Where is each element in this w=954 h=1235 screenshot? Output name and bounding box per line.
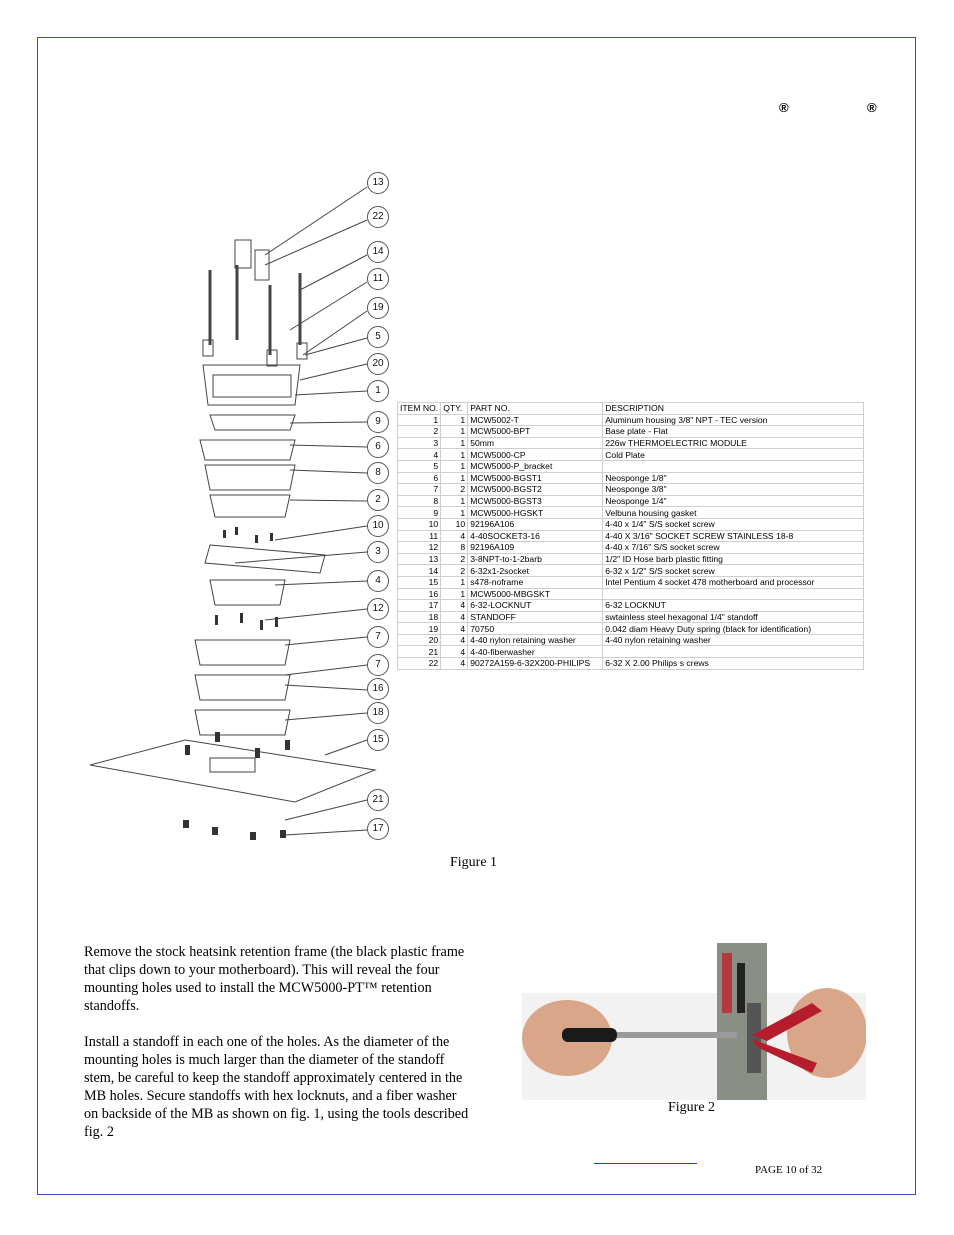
table-cell: Neosponge 3/8": [603, 484, 864, 496]
table-cell: 10: [441, 518, 468, 530]
table-cell: 92196A106: [468, 518, 603, 530]
table-cell: 4: [441, 646, 468, 658]
callout-12: 12: [367, 598, 389, 620]
table-cell: 92196A109: [468, 542, 603, 554]
table-cell: MCW5000-BPT: [468, 426, 603, 438]
table-cell: 13: [398, 553, 441, 565]
table-cell: 9: [398, 507, 441, 519]
table-cell: 1: [398, 414, 441, 426]
table-row: [398, 495, 864, 507]
table-row: [398, 472, 864, 484]
table-cell: 6-32 x 1/2" S/S socket screw: [603, 565, 864, 577]
table-cell: 4-40 nylon retaining washer: [468, 634, 603, 646]
column-header: PART NO.: [468, 403, 603, 415]
table-row: [398, 484, 864, 496]
table-row: [398, 658, 864, 670]
table-row: [398, 623, 864, 635]
hyperlink-underline[interactable]: [594, 1162, 697, 1164]
table-cell: 4-40-fiberwasher: [468, 646, 603, 658]
table-cell: 21: [398, 646, 441, 658]
table-cell: Intel Pentium 4 socket 478 motherboard and processor: [603, 576, 864, 588]
page-number: PAGE 10 of 32: [755, 1164, 823, 1176]
table-row: [398, 634, 864, 646]
callout-1: 1: [367, 380, 389, 402]
table-cell: 6-32-LOCKNUT: [468, 600, 603, 612]
table-cell: 1: [441, 460, 468, 472]
table-cell: MCW5000-MBGSKT: [468, 588, 603, 600]
table-cell: 4: [441, 600, 468, 612]
callout-14: 14: [367, 241, 389, 263]
table-cell: 4-40 x 7/16" S/S socket screw: [603, 542, 864, 554]
table-cell: Cold Plate: [603, 449, 864, 461]
table-cell: MCW5000-CP: [468, 449, 603, 461]
callout-9: 9: [367, 411, 389, 433]
column-header: ITEM NO.: [398, 403, 441, 415]
table-cell: 3: [398, 437, 441, 449]
callout-19: 19: [367, 297, 389, 319]
table-row: [398, 553, 864, 565]
table-cell: 6-32 X 2.00 Philips s crews: [603, 658, 864, 670]
table-cell: 4-40 X 3/16" SOCKET SCREW STAINLESS 18-8: [603, 530, 864, 542]
callout-15: 15: [367, 729, 389, 751]
table-cell: 16: [398, 588, 441, 600]
table-row: [398, 437, 864, 449]
instruction-paragraph-2: Install a standoff in each one of the holes. As the diameter of the mounting holes is much larger than the diameter of the standoff stem, be careful to keep the standoff approximately centered in the MB holes. Secure standoffs with hex locknuts, and a fiber washer on backside of the MB as shown on fig. 1, using the tools described fig. 2: [84, 1034, 469, 1140]
table-row: [398, 600, 864, 612]
callout-11: 11: [367, 268, 389, 290]
table-cell: 18: [398, 611, 441, 623]
callout-20: 20: [367, 353, 389, 375]
table-cell: 19: [398, 623, 441, 635]
callout-5: 5: [367, 326, 389, 348]
table-cell: Base plate - Flat: [603, 426, 864, 438]
table-cell: MCW5000-BGST3: [468, 495, 603, 507]
table-cell: MCW5002-T: [468, 414, 603, 426]
table-cell: 1: [441, 437, 468, 449]
callout-16: 16: [367, 678, 389, 700]
table-row: [398, 518, 864, 530]
column-header: QTY.: [441, 403, 468, 415]
callout-2: 2: [367, 489, 389, 511]
table-cell: 8: [441, 542, 468, 554]
table-cell: Velbuna housing gasket: [603, 507, 864, 519]
callout-7: 7: [367, 654, 389, 676]
parts-list-table: [397, 402, 864, 670]
table-cell: Aluminum housing 3/8" NPT - TEC version: [603, 414, 864, 426]
table-cell: 17: [398, 600, 441, 612]
callout-21: 21: [367, 789, 389, 811]
table-cell: 4: [441, 658, 468, 670]
callout-22: 22: [367, 206, 389, 228]
table-cell: 3-8NPT-to-1-2barb: [468, 553, 603, 565]
table-cell: 1: [441, 507, 468, 519]
table-cell: MCW5000-HGSKT: [468, 507, 603, 519]
table-cell: 1: [441, 576, 468, 588]
callout-7: 7: [367, 626, 389, 648]
table-cell: 15: [398, 576, 441, 588]
table-row: [398, 646, 864, 658]
table-cell: 90272A159-6-32X200-PHILIPS: [468, 658, 603, 670]
table-cell: 2: [441, 565, 468, 577]
table-cell: 6: [398, 472, 441, 484]
registered-mark: ®: [779, 100, 789, 115]
table-cell: 4: [398, 449, 441, 461]
callout-17: 17: [367, 818, 389, 840]
table-cell: 1: [441, 414, 468, 426]
table-cell: 1: [441, 426, 468, 438]
table-cell: 0.042 diam Heavy Duty spring (black for identification): [603, 623, 864, 635]
table-row: [398, 565, 864, 577]
table-cell: s478-noframe: [468, 576, 603, 588]
callout-18: 18: [367, 702, 389, 724]
table-row: [398, 588, 864, 600]
table-cell: 1: [441, 472, 468, 484]
screwdriver-and-pliers-illustration: [522, 943, 866, 1100]
exploded-view-drawing: [85, 165, 400, 855]
callout-8: 8: [367, 462, 389, 484]
table-cell: MCW5000-P_bracket: [468, 460, 603, 472]
table-cell: 4: [441, 634, 468, 646]
table-cell: 4-40 x 1/4" S/S socket screw: [603, 518, 864, 530]
callout-4: 4: [367, 570, 389, 592]
table-row: [398, 449, 864, 461]
callout-6: 6: [367, 436, 389, 458]
instructions-text: [84, 943, 474, 1159]
table-row: [398, 542, 864, 554]
table-row: [398, 507, 864, 519]
table-cell: 2: [441, 553, 468, 565]
table-cell: 1/2" ID Hose barb plastic fitting: [603, 553, 864, 565]
table-cell: 1: [441, 449, 468, 461]
table-cell: Neosponge 1/4": [603, 495, 864, 507]
table-row: [398, 530, 864, 542]
table-row: [398, 576, 864, 588]
table-cell: MCW5000-BGST1: [468, 472, 603, 484]
table-cell: 4: [441, 611, 468, 623]
table-row: [398, 426, 864, 438]
figure-1-caption: Figure 1: [450, 855, 498, 870]
table-cell: 2: [441, 484, 468, 496]
instruction-paragraph-1: Remove the stock heatsink retention frame (the black plastic frame that clips down to your motherboard). This will reveal the four mounting holes used to install the MCW5000-PT™ retention standoffs.: [84, 944, 465, 1014]
table-cell: 4-40SOCKET3-16: [468, 530, 603, 542]
table-cell: 8: [398, 495, 441, 507]
table-row: [398, 611, 864, 623]
table-cell: 1: [441, 495, 468, 507]
table-cell: [603, 460, 864, 472]
table-cell: 50mm: [468, 437, 603, 449]
table-cell: 6-32x1-2socket: [468, 565, 603, 577]
table-cell: 5: [398, 460, 441, 472]
table-cell: 4-40 nylon retaining washer: [603, 634, 864, 646]
table-cell: 7: [398, 484, 441, 496]
callout-3: 3: [367, 541, 389, 563]
callout-10: 10: [367, 515, 389, 537]
table-cell: 6-32 LOCKNUT: [603, 600, 864, 612]
table-cell: 70750: [468, 623, 603, 635]
table-cell: 14: [398, 565, 441, 577]
table-cell: swtainless steel hexagonal 1/4" standoff: [603, 611, 864, 623]
table-cell: 10: [398, 518, 441, 530]
table-cell: 2: [398, 426, 441, 438]
table-cell: 4: [441, 530, 468, 542]
table-cell: STANDOFF: [468, 611, 603, 623]
table-cell: 22: [398, 658, 441, 670]
table-cell: [603, 588, 864, 600]
parts-table-body: [398, 414, 864, 669]
column-header: DESCRIPTION: [603, 403, 864, 415]
table-cell: MCW5000-BGST2: [468, 484, 603, 496]
table-row: [398, 460, 864, 472]
table-cell: 12: [398, 542, 441, 554]
tools-photo: [522, 943, 866, 1100]
figure-2-caption: Figure 2: [668, 1100, 716, 1115]
table-cell: 20: [398, 634, 441, 646]
table-header-row: [398, 403, 864, 415]
exploded-assembly-diagram: [85, 165, 400, 855]
table-cell: 11: [398, 530, 441, 542]
table-row: [398, 414, 864, 426]
callout-13: 13: [367, 172, 389, 194]
table-cell: Neosponge 1/8": [603, 472, 864, 484]
table-cell: 1: [441, 588, 468, 600]
table-cell: [603, 646, 864, 658]
table-cell: 226w THERMOELECTRIC MODULE: [603, 437, 864, 449]
registered-mark: ®: [867, 100, 877, 115]
table-cell: 4: [441, 623, 468, 635]
